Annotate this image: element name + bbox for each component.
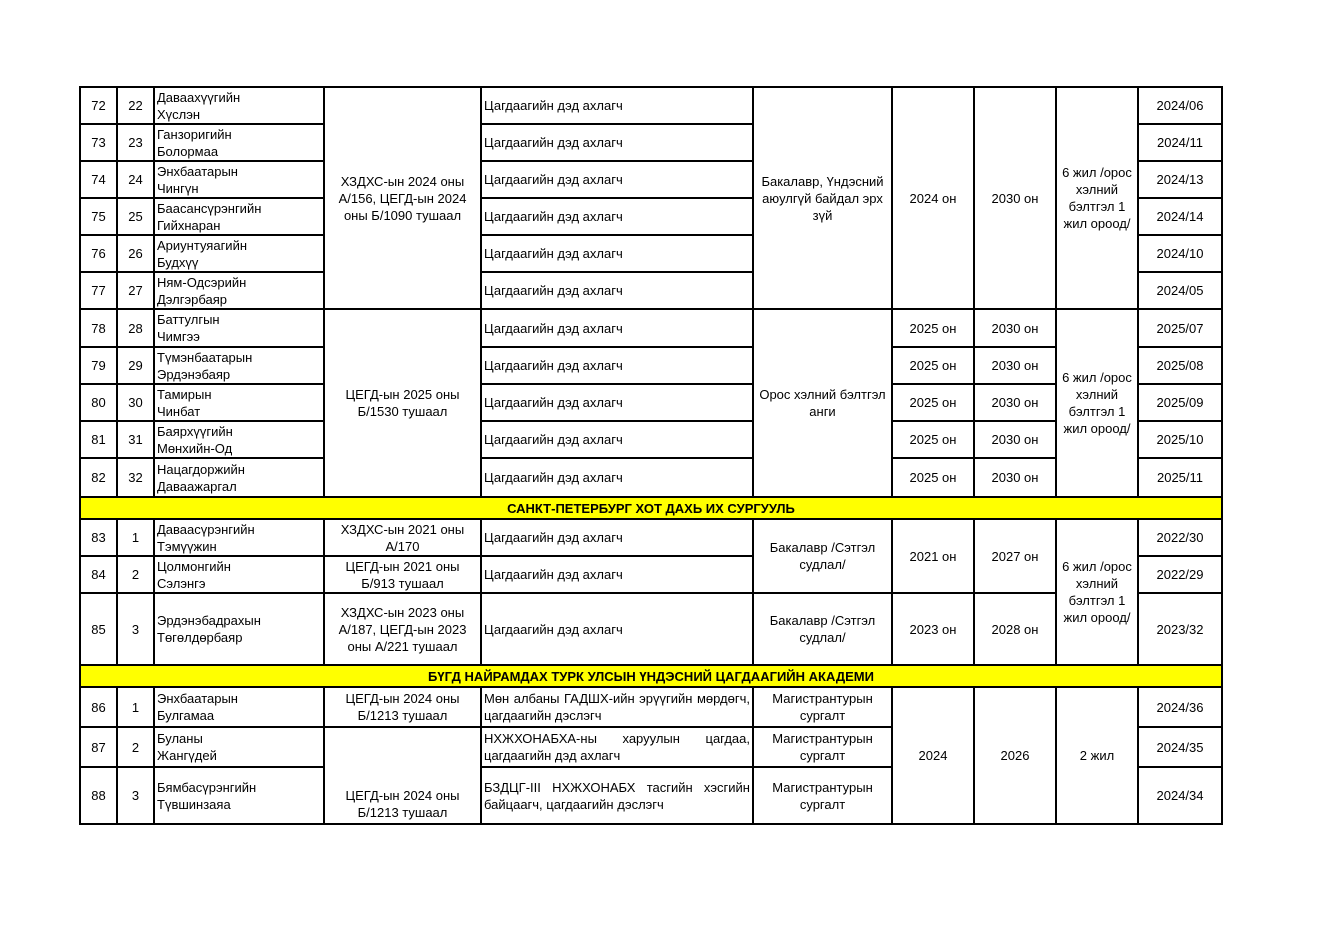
degree: Бакалавр, Үндэсний аюулгүй байдал эрх зүй <box>753 87 892 309</box>
sub-number: 32 <box>117 458 154 497</box>
position: Цагдаагийн дэд ахлагч <box>481 421 753 458</box>
order-reference: ЦЕГД-ын 2024 оны Б/1213 тушаал <box>324 687 481 727</box>
student-name: Тамирын Чинбат <box>154 384 324 421</box>
degree: Бакалавр /Сэтгэл судлал/ <box>753 519 892 593</box>
start-year: 2025 он <box>892 309 974 347</box>
sub-number: 2 <box>117 556 154 593</box>
position: Цагдаагийн дэд ахлагч <box>481 458 753 497</box>
duration: 6 жил /орос хэлний бэлтгэл 1 жил ороод/ <box>1056 519 1138 665</box>
student-name: Энхбаатарын Чингүн <box>154 161 324 198</box>
order-reference: ХЗДХС-ын 2024 оны А/156, ЦЕГД-ын 2024 оны Б/1090 тушаал <box>324 87 481 309</box>
row-number: 83 <box>80 519 117 556</box>
sub-number: 25 <box>117 198 154 235</box>
row-number: 78 <box>80 309 117 347</box>
record-code: 2022/29 <box>1138 556 1222 593</box>
student-name: Баттулгын Чимгээ <box>154 309 324 347</box>
sub-number: 2 <box>117 727 154 767</box>
row-number: 84 <box>80 556 117 593</box>
record-code: 2025/07 <box>1138 309 1222 347</box>
start-year: 2025 он <box>892 458 974 497</box>
degree: Орос хэлний бэлтгэл анги <box>753 309 892 497</box>
record-code: 2025/09 <box>1138 384 1222 421</box>
row-number: 75 <box>80 198 117 235</box>
position: Цагдаагийн дэд ахлагч <box>481 309 753 347</box>
student-name: Ганзоригийн Болормаа <box>154 124 324 161</box>
position: Цагдаагийн дэд ахлагч <box>481 347 753 384</box>
row-number: 88 <box>80 767 117 824</box>
row-number: 77 <box>80 272 117 309</box>
sub-number: 28 <box>117 309 154 347</box>
start-year: 2024 он <box>892 87 974 309</box>
start-year: 2025 он <box>892 421 974 458</box>
sub-number: 31 <box>117 421 154 458</box>
row-number: 74 <box>80 161 117 198</box>
sub-number: 30 <box>117 384 154 421</box>
table-row <box>80 687 1222 727</box>
position: Цагдаагийн дэд ахлагч <box>481 235 753 272</box>
row-number: 87 <box>80 727 117 767</box>
section-title: САНКТ-ПЕТЕРБУРГ ХОТ ДАХЬ ИХ СУРГУУЛЬ <box>80 497 1222 519</box>
duration: 2 жил <box>1056 687 1138 824</box>
sub-number: 29 <box>117 347 154 384</box>
order-reference: ЦЕГД-ын 2024 оны Б/1213 тушаал <box>324 727 481 824</box>
duration: 6 жил /орос хэлний бэлтгэл 1 жил ороод/ <box>1056 87 1138 309</box>
order-reference: ХЗДХС-ын 2021 оны А/170 <box>324 519 481 556</box>
table-row <box>80 87 1222 124</box>
start-year: 2021 он <box>892 519 974 593</box>
student-name: Энхбаатарын Булгамаа <box>154 687 324 727</box>
degree: Бакалавр /Сэтгэл судлал/ <box>753 593 892 665</box>
duration: 6 жил /орос хэлний бэлтгэл 1 жил ороод/ <box>1056 309 1138 497</box>
record-code: 2025/08 <box>1138 347 1222 384</box>
student-name: Цолмонгийн Сэлэнгэ <box>154 556 324 593</box>
position: Цагдаагийн дэд ахлагч <box>481 87 753 124</box>
end-year: 2028 он <box>974 593 1056 665</box>
row-number: 79 <box>80 347 117 384</box>
student-name: Баасансүрэнгийн Гийхнаран <box>154 198 324 235</box>
position: Цагдаагийн дэд ахлагч <box>481 272 753 309</box>
sub-number: 1 <box>117 519 154 556</box>
sub-number: 23 <box>117 124 154 161</box>
end-year: 2030 он <box>974 384 1056 421</box>
record-code: 2025/10 <box>1138 421 1222 458</box>
order-reference: ЦЕГД-ын 2021 оны Б/913 тушаал <box>324 556 481 593</box>
record-code: 2024/05 <box>1138 272 1222 309</box>
sub-number: 1 <box>117 687 154 727</box>
record-code: 2024/13 <box>1138 161 1222 198</box>
student-name: Даваахүүгийн Хүслэн <box>154 87 324 124</box>
record-code: 2024/35 <box>1138 727 1222 767</box>
row-number: 73 <box>80 124 117 161</box>
end-year: 2030 он <box>974 309 1056 347</box>
table-row <box>80 519 1222 556</box>
sub-number: 24 <box>117 161 154 198</box>
row-number: 86 <box>80 687 117 727</box>
record-code: 2022/30 <box>1138 519 1222 556</box>
position: Цагдаагийн дэд ахлагч <box>481 198 753 235</box>
section-title: БҮГД НАЙРАМДАХ ТУРК УЛСЫН ҮНДЭСНИЙ ЦАГДААГИЙН АКАДЕМИ <box>80 665 1222 687</box>
student-name: Ариунтуяагийн Будхүү <box>154 235 324 272</box>
row-number: 80 <box>80 384 117 421</box>
sub-number: 27 <box>117 272 154 309</box>
record-code: 2024/34 <box>1138 767 1222 824</box>
record-code: 2024/06 <box>1138 87 1222 124</box>
sub-number: 3 <box>117 593 154 665</box>
position: Цагдаагийн дэд ахлагч <box>481 556 753 593</box>
position: НХЖХОНАБХА-ны харуулын цагдаа, цагдаагийн дэд ахлагч <box>481 727 753 767</box>
record-code: 2024/14 <box>1138 198 1222 235</box>
table-row <box>80 384 1222 421</box>
end-year: 2026 <box>974 687 1056 824</box>
position: Мөн албаны ГАДШХ-ийн эрүүгийн мөрдөгч, цагдаагийн дэслэгч <box>481 687 753 727</box>
student-name: Даваасүрэнгийн Тэмүүжин <box>154 519 324 556</box>
table-row <box>80 421 1222 458</box>
row-number: 82 <box>80 458 117 497</box>
position: Цагдаагийн дэд ахлагч <box>481 161 753 198</box>
position: Цагдаагийн дэд ахлагч <box>481 519 753 556</box>
table-row <box>80 458 1222 497</box>
end-year: 2030 он <box>974 458 1056 497</box>
student-name: Ням-Одсэрийн Дэлгэрбаяр <box>154 272 324 309</box>
student-name: Нацагдоржийн Даваажаргал <box>154 458 324 497</box>
position: БЗДЦГ-III НХЖХОНАБХ тасгийн хэсгийн байцаагч, цагдаагийн дэслэгч <box>481 767 753 824</box>
end-year: 2030 он <box>974 87 1056 309</box>
record-code: 2024/11 <box>1138 124 1222 161</box>
order-reference: ЦЕГД-ын 2025 оны Б/1530 тушаал <box>324 309 481 497</box>
degree: Магистрантурын сургалт <box>753 687 892 727</box>
position: Цагдаагийн дэд ахлагч <box>481 384 753 421</box>
sub-number: 26 <box>117 235 154 272</box>
start-year: 2024 <box>892 687 974 824</box>
table-row <box>80 309 1222 347</box>
record-code: 2024/10 <box>1138 235 1222 272</box>
start-year: 2025 он <box>892 384 974 421</box>
position: Цагдаагийн дэд ахлагч <box>481 593 753 665</box>
degree: Магистрантурын сургалт <box>753 767 892 824</box>
row-number: 72 <box>80 87 117 124</box>
section-header <box>80 497 1222 519</box>
record-code: 2024/36 <box>1138 687 1222 727</box>
end-year: 2030 он <box>974 347 1056 384</box>
student-name: Буланы Жангүдей <box>154 727 324 767</box>
degree: Магистрантурын сургалт <box>753 727 892 767</box>
order-reference: ХЗДХС-ын 2023 оны А/187, ЦЕГД-ын 2023 оны А/221 тушаал <box>324 593 481 665</box>
row-number: 76 <box>80 235 117 272</box>
start-year: 2025 он <box>892 347 974 384</box>
sub-number: 22 <box>117 87 154 124</box>
end-year: 2027 он <box>974 519 1056 593</box>
student-name: Баярхүүгийн Мөнхийн-Од <box>154 421 324 458</box>
record-code: 2023/32 <box>1138 593 1222 665</box>
section-header <box>80 665 1222 687</box>
position: Цагдаагийн дэд ахлагч <box>481 124 753 161</box>
student-name: Түмэнбаатарын Эрдэнэбаяр <box>154 347 324 384</box>
sub-number: 3 <box>117 767 154 824</box>
table-row <box>80 347 1222 384</box>
record-code: 2025/11 <box>1138 458 1222 497</box>
student-name: Бямбасүрэнгийн Түвшинзаяа <box>154 767 324 824</box>
row-number: 85 <box>80 593 117 665</box>
end-year: 2030 он <box>974 421 1056 458</box>
row-number: 81 <box>80 421 117 458</box>
student-table <box>79 86 1223 825</box>
table-row <box>80 593 1222 665</box>
start-year: 2023 он <box>892 593 974 665</box>
student-name: Эрдэнэбадрахын Төгөлдөрбаяр <box>154 593 324 665</box>
